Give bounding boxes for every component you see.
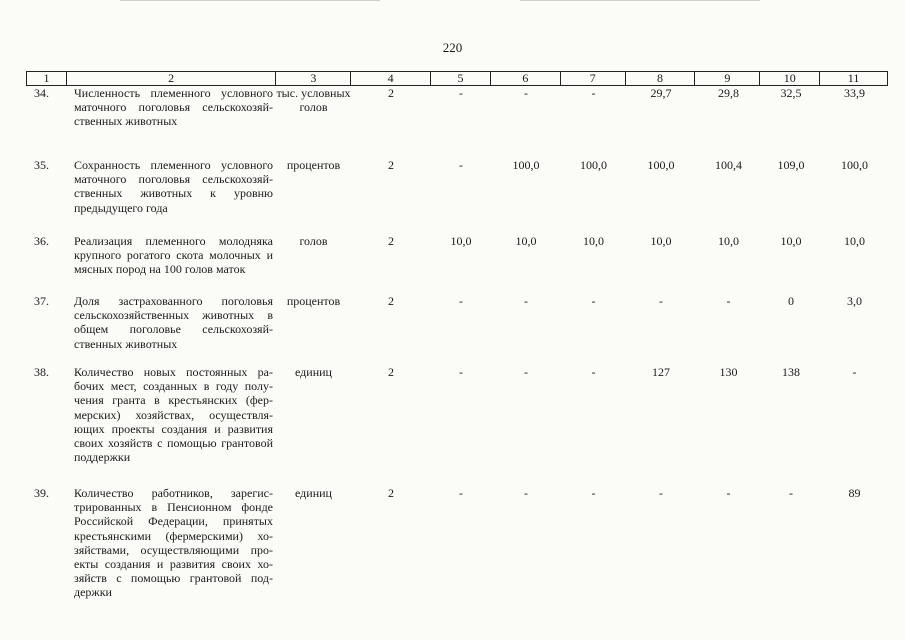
value-cell: - xyxy=(726,486,731,500)
indicator-name: Реализация племенного молодняка крупного рогатого скота молочных и мясных пород на 100 голов маток xyxy=(74,234,273,277)
row-number: 35. xyxy=(34,158,49,172)
table-row xyxy=(26,234,888,294)
column-header: 7 xyxy=(561,72,626,85)
value-cell: - xyxy=(591,86,596,100)
unit-of-measure: процентов xyxy=(286,294,341,308)
value-cell: 2 xyxy=(388,365,394,379)
value-cell: 10,0 xyxy=(718,234,739,248)
column-header: 4 xyxy=(351,72,431,85)
value-cell: - xyxy=(659,486,663,500)
value-cell: 29,7 xyxy=(650,86,672,100)
value-cell: - xyxy=(591,486,596,500)
scan-artifact-line xyxy=(120,0,380,1)
indicator-name: Количество новых постоянных рабочих мест, созданных в году получения гранта в крестьянских (фермерских) хозяйствах, осуществляющих проекты создания и развития своих хозяйств с помощью грантовой поддержки xyxy=(74,365,273,465)
value-cell: 100,4 xyxy=(715,158,742,172)
value-cell: 32,5 xyxy=(780,86,802,100)
scan-artifact-line xyxy=(520,0,760,1)
value-cell: 29,8 xyxy=(718,86,739,100)
column-header: 9 xyxy=(695,72,760,85)
table-row xyxy=(26,158,888,234)
row-number: 39. xyxy=(34,486,49,500)
unit-of-measure: единиц xyxy=(295,365,332,379)
value-cell: - xyxy=(524,486,528,500)
indicator-name: Доля застрахованного поголовья сельскохозяйственных животных в общем поголовье сельскохозяйственных животных xyxy=(74,294,273,351)
unit-of-measure: тыс. условных голов xyxy=(276,86,351,115)
column-header: 10 xyxy=(760,72,820,85)
value-cell: - xyxy=(789,486,793,500)
value-cell: 100,0 xyxy=(512,158,540,172)
indicator-name: Сохранность племенного условного маточного поголовья сельскохозяйственных животных к уровню предыдущего года xyxy=(74,158,273,215)
value-cell: - xyxy=(459,486,463,500)
value-cell: - xyxy=(459,365,463,379)
value-cell: 10,0 xyxy=(780,234,802,248)
value-cell: 130 xyxy=(719,365,738,379)
value-cell: - xyxy=(459,86,463,100)
value-cell: 10,0 xyxy=(844,234,865,248)
value-cell: 10,0 xyxy=(583,234,604,248)
column-header: 2 xyxy=(67,72,277,85)
value-cell: 33,9 xyxy=(844,86,865,100)
value-cell: - xyxy=(726,294,731,308)
value-cell: 10,0 xyxy=(450,234,472,248)
row-number: 34. xyxy=(34,86,49,100)
value-cell: 100,0 xyxy=(841,158,868,172)
table-row xyxy=(26,486,888,616)
value-cell: 10,0 xyxy=(650,234,672,248)
row-number: 38. xyxy=(34,365,49,379)
value-cell: - xyxy=(591,365,596,379)
value-cell: 138 xyxy=(782,365,800,379)
value-cell: - xyxy=(852,365,857,379)
value-cell: 2 xyxy=(388,294,394,308)
value-cell: - xyxy=(524,294,528,308)
value-cell: - xyxy=(591,294,596,308)
indicators-table xyxy=(26,71,888,616)
column-header: 11 xyxy=(847,71,860,85)
value-cell: 3,0 xyxy=(847,294,862,308)
column-header: 3 xyxy=(276,72,351,85)
unit-of-measure: процентов xyxy=(286,158,341,172)
column-header: 1 xyxy=(27,72,67,85)
value-cell: 89 xyxy=(848,486,861,500)
value-cell: - xyxy=(524,86,528,100)
value-cell: 0 xyxy=(788,294,794,308)
value-cell: 10,0 xyxy=(515,234,537,248)
value-cell: - xyxy=(459,158,463,172)
value-cell: 100,0 xyxy=(580,158,607,172)
value-cell: 109,0 xyxy=(777,158,805,172)
indicator-name: Количество работников, зарегистрированных в Пенсионном фонде Российской Федерации, принятых крестьянскими (фермерскими) хозяйствами, осуществляющими проекты создания и развития своих хозяйств с помощью грантовой поддержки xyxy=(74,486,273,600)
value-cell: 2 xyxy=(388,234,394,248)
value-cell: 2 xyxy=(388,158,394,172)
unit-of-measure: голов xyxy=(299,234,328,248)
table-row xyxy=(26,365,888,486)
value-cell: 2 xyxy=(388,486,394,500)
page-number: 220 xyxy=(442,40,463,55)
value-cell: 100,0 xyxy=(647,158,675,172)
value-cell: - xyxy=(659,294,663,308)
value-cell: 2 xyxy=(388,86,394,100)
value-cell: - xyxy=(524,365,528,379)
indicator-name: Численность племенного условного маточного поголовья сельскохозяйственных животных xyxy=(74,86,273,129)
unit-of-measure: единиц xyxy=(295,486,332,500)
column-header: 6 xyxy=(491,72,561,85)
column-number-header xyxy=(26,71,888,86)
value-cell: 127 xyxy=(652,365,670,379)
table-row xyxy=(26,294,888,365)
value-cell: - xyxy=(459,294,463,308)
row-number: 37. xyxy=(34,294,49,308)
column-header: 8 xyxy=(626,72,696,85)
column-header: 5 xyxy=(431,72,491,85)
table-row xyxy=(26,86,888,158)
row-number: 36. xyxy=(34,234,49,248)
